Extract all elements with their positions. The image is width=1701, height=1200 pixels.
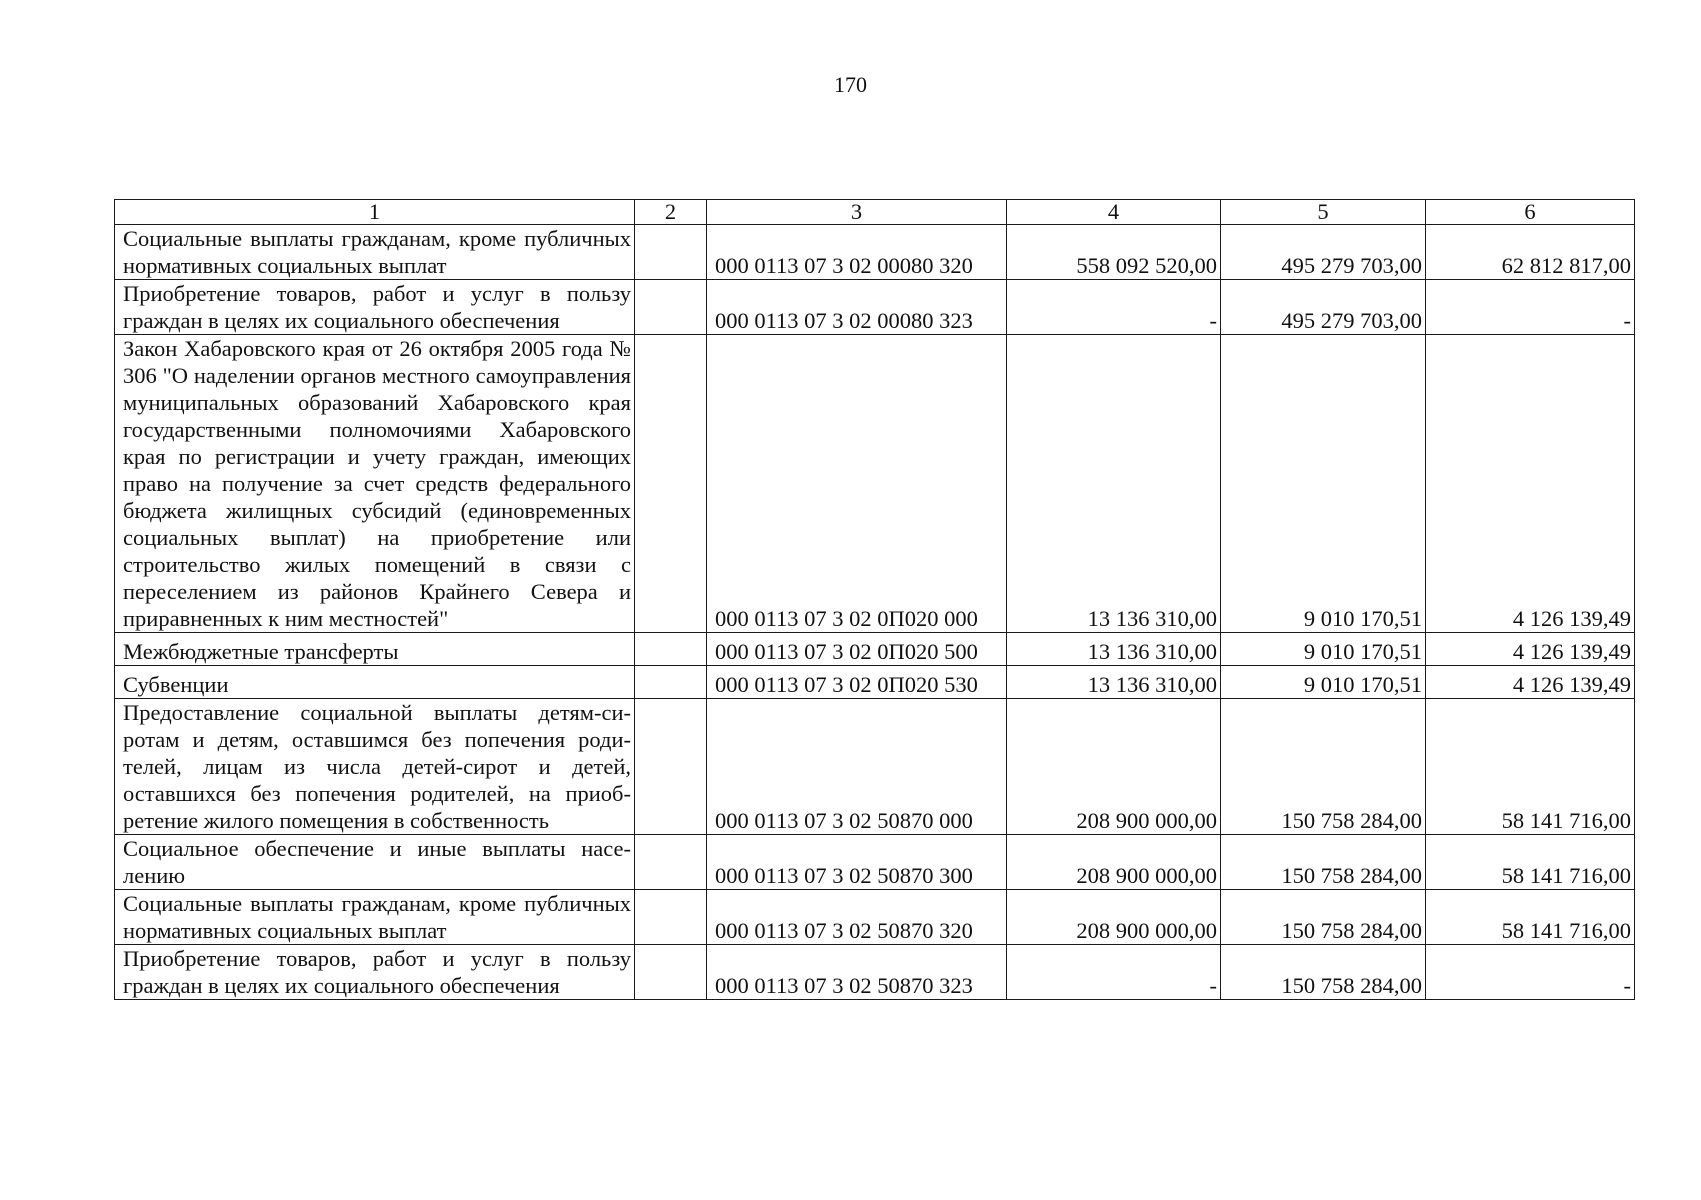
row-col6-value: 58 141 716,00 [1426, 835, 1635, 890]
row-col4-value: 13 136 310,00 [1007, 666, 1221, 699]
row-col5-value: 150 758 284,00 [1221, 835, 1426, 890]
row-code: 000 0113 07 3 02 50870 300 [707, 835, 1007, 890]
column-number-header: 4 [1007, 200, 1221, 225]
table-row [115, 890, 1635, 945]
row-col2-cell [635, 699, 707, 835]
row-col6-value: 58 141 716,00 [1426, 699, 1635, 835]
row-name: Приобретение товаров, работ и услуг в пользу граждан в целях их социального обеспечения [115, 280, 635, 335]
row-col5-value: 150 758 284,00 [1221, 945, 1426, 1000]
row-col5-value: 9 010 170,51 [1221, 666, 1426, 699]
row-col4-value: 208 900 000,00 [1007, 699, 1221, 835]
row-code: 000 0113 07 3 02 50870 323 [707, 945, 1007, 1000]
table-row [115, 335, 1635, 633]
column-number-row [115, 200, 1635, 225]
table-row [115, 225, 1635, 280]
row-col4-value: 13 136 310,00 [1007, 633, 1221, 666]
row-col4-value: - [1007, 280, 1221, 335]
row-col5-value: 150 758 284,00 [1221, 699, 1426, 835]
row-name: Приобретение товаров, работ и услуг в пользу граждан в целях их социального обеспечения [115, 945, 635, 1000]
row-name: Предоставление социальной выплаты детям-сиротам и детям, оставшимся без попечения родителей, лицам из числа детей-сирот и детей, оставшихся без попечения родителей, на приобретение жилого помещения в собственность [115, 699, 635, 835]
row-code: 000 0113 07 3 02 00080 323 [707, 280, 1007, 335]
table-row [115, 280, 1635, 335]
row-code: 000 0113 07 3 02 50870 320 [707, 890, 1007, 945]
row-col4-value: 208 900 000,00 [1007, 890, 1221, 945]
row-col4-value: 13 136 310,00 [1007, 335, 1221, 633]
row-name: Закон Хабаровского края от 26 октября 2005 года № 306 "О наделении органов местного самоуправления муниципальных образований Хабаровского края государственными полномочиями Хабаровского края по регистрации и учету граждан, имеющих право на получение за счет средств федерального бюджета жилищных субсидий (единовременных социальных выплат) на приобретение или строительство жилых помещений в связи с переселением из районов Крайнего Севера и приравненных к ним местностей" [115, 335, 635, 633]
page-number: 170 [834, 72, 867, 97]
row-col6-value: 4 126 139,49 [1426, 633, 1635, 666]
row-col4-value: - [1007, 945, 1221, 1000]
column-number-header: 6 [1426, 200, 1635, 225]
table-row [115, 633, 1635, 666]
row-code: 000 0113 07 3 02 0П020 530 [707, 666, 1007, 699]
row-code: 000 0113 07 3 02 0П020 000 [707, 335, 1007, 633]
budget-execution-table [114, 199, 1635, 1000]
row-col2-cell [635, 633, 707, 666]
row-name: Социальное обеспечение и иные выплаты населению [115, 835, 635, 890]
row-col6-value: 4 126 139,49 [1426, 666, 1635, 699]
row-name: Социальные выплаты гражданам, кроме публичных нормативных социальных выплат [115, 890, 635, 945]
column-number-header: 5 [1221, 200, 1426, 225]
row-col6-value: 58 141 716,00 [1426, 890, 1635, 945]
row-code: 000 0113 07 3 02 00080 320 [707, 225, 1007, 280]
row-col6-value: 62 812 817,00 [1426, 225, 1635, 280]
row-col6-value: - [1426, 945, 1635, 1000]
row-name: Межбюджетные трансферты [115, 633, 635, 666]
column-number-header: 2 [635, 200, 707, 225]
row-col6-value: - [1426, 280, 1635, 335]
column-number-header: 3 [707, 200, 1007, 225]
row-col6-value: 4 126 139,49 [1426, 335, 1635, 633]
row-col2-cell [635, 280, 707, 335]
row-name: Социальные выплаты гражданам, кроме публичных нормативных социальных выплат [115, 225, 635, 280]
row-col5-value: 495 279 703,00 [1221, 280, 1426, 335]
row-col4-value: 208 900 000,00 [1007, 835, 1221, 890]
row-col4-value: 558 092 520,00 [1007, 225, 1221, 280]
row-col5-value: 9 010 170,51 [1221, 633, 1426, 666]
row-col2-cell [635, 890, 707, 945]
table-row [115, 699, 1635, 835]
table-row [115, 945, 1635, 1000]
row-col5-value: 495 279 703,00 [1221, 225, 1426, 280]
row-code: 000 0113 07 3 02 50870 000 [707, 699, 1007, 835]
row-col2-cell [635, 835, 707, 890]
row-col2-cell [635, 335, 707, 633]
row-code: 000 0113 07 3 02 0П020 500 [707, 633, 1007, 666]
row-col5-value: 150 758 284,00 [1221, 890, 1426, 945]
row-col2-cell [635, 945, 707, 1000]
row-col2-cell [635, 666, 707, 699]
table-row [115, 666, 1635, 699]
table-row [115, 835, 1635, 890]
row-col5-value: 9 010 170,51 [1221, 335, 1426, 633]
row-col2-cell [635, 225, 707, 280]
row-name: Субвенции [115, 666, 635, 699]
column-number-header: 1 [115, 200, 635, 225]
